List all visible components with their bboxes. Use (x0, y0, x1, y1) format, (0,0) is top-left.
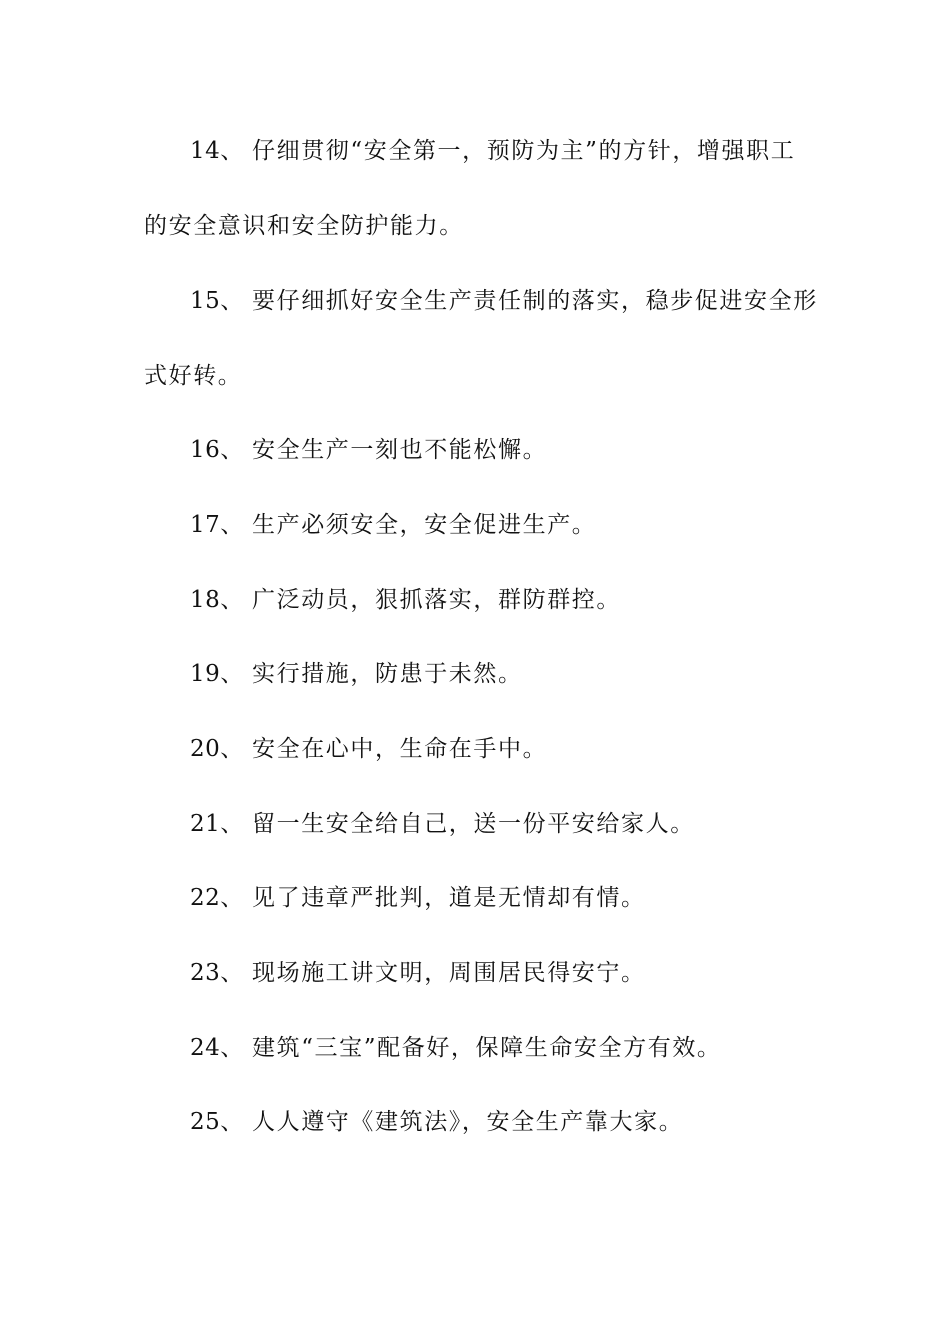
item-text: 现场施工讲文明，周围居民得安宁。 (252, 960, 646, 986)
item-text: 广泛动员，狠抓落实，群防群控。 (252, 587, 621, 613)
item-text: 安全在心中，生命在手中。 (252, 736, 548, 762)
item-text: 仔细贯彻“安全第一，预防为主”的方针，增强职工 (252, 138, 796, 164)
item-number: 23、 (190, 960, 244, 986)
item-text-continued: 式好转。 (144, 363, 243, 389)
item-text: 见了违章严批判，道是无情却有情。 (252, 885, 646, 911)
item-text: 实行措施，防患于未然。 (252, 661, 523, 687)
item-text: 安全生产一刻也不能松懈。 (252, 437, 548, 463)
item-number: 25、 (190, 1109, 244, 1135)
item-text: 生产必须安全，安全促进生产。 (252, 512, 597, 538)
item-text-continued: 的安全意识和安全防护能力。 (144, 213, 464, 239)
item-number: 14、 (190, 138, 244, 164)
item-text: 留一生安全给自己，送一份平安给家人。 (252, 811, 695, 837)
item-number: 19、 (190, 661, 244, 687)
item-number: 16、 (190, 437, 244, 463)
item-text: 人人遵守《建筑法》，安全生产靠大家。 (252, 1109, 684, 1135)
item-number: 20、 (190, 736, 244, 762)
item-number: 22、 (190, 885, 244, 911)
item-number: 21、 (190, 811, 244, 837)
item-number: 24、 (190, 1035, 244, 1061)
item-number: 18、 (190, 587, 244, 613)
item-text: 要仔细抓好安全生产责任制的落实，稳步促进安全形 (252, 288, 818, 314)
item-number: 15、 (190, 288, 244, 314)
item-number: 17、 (190, 512, 244, 538)
item-text: 建筑“三宝”配备好，保障生命安全方有效。 (252, 1035, 722, 1061)
